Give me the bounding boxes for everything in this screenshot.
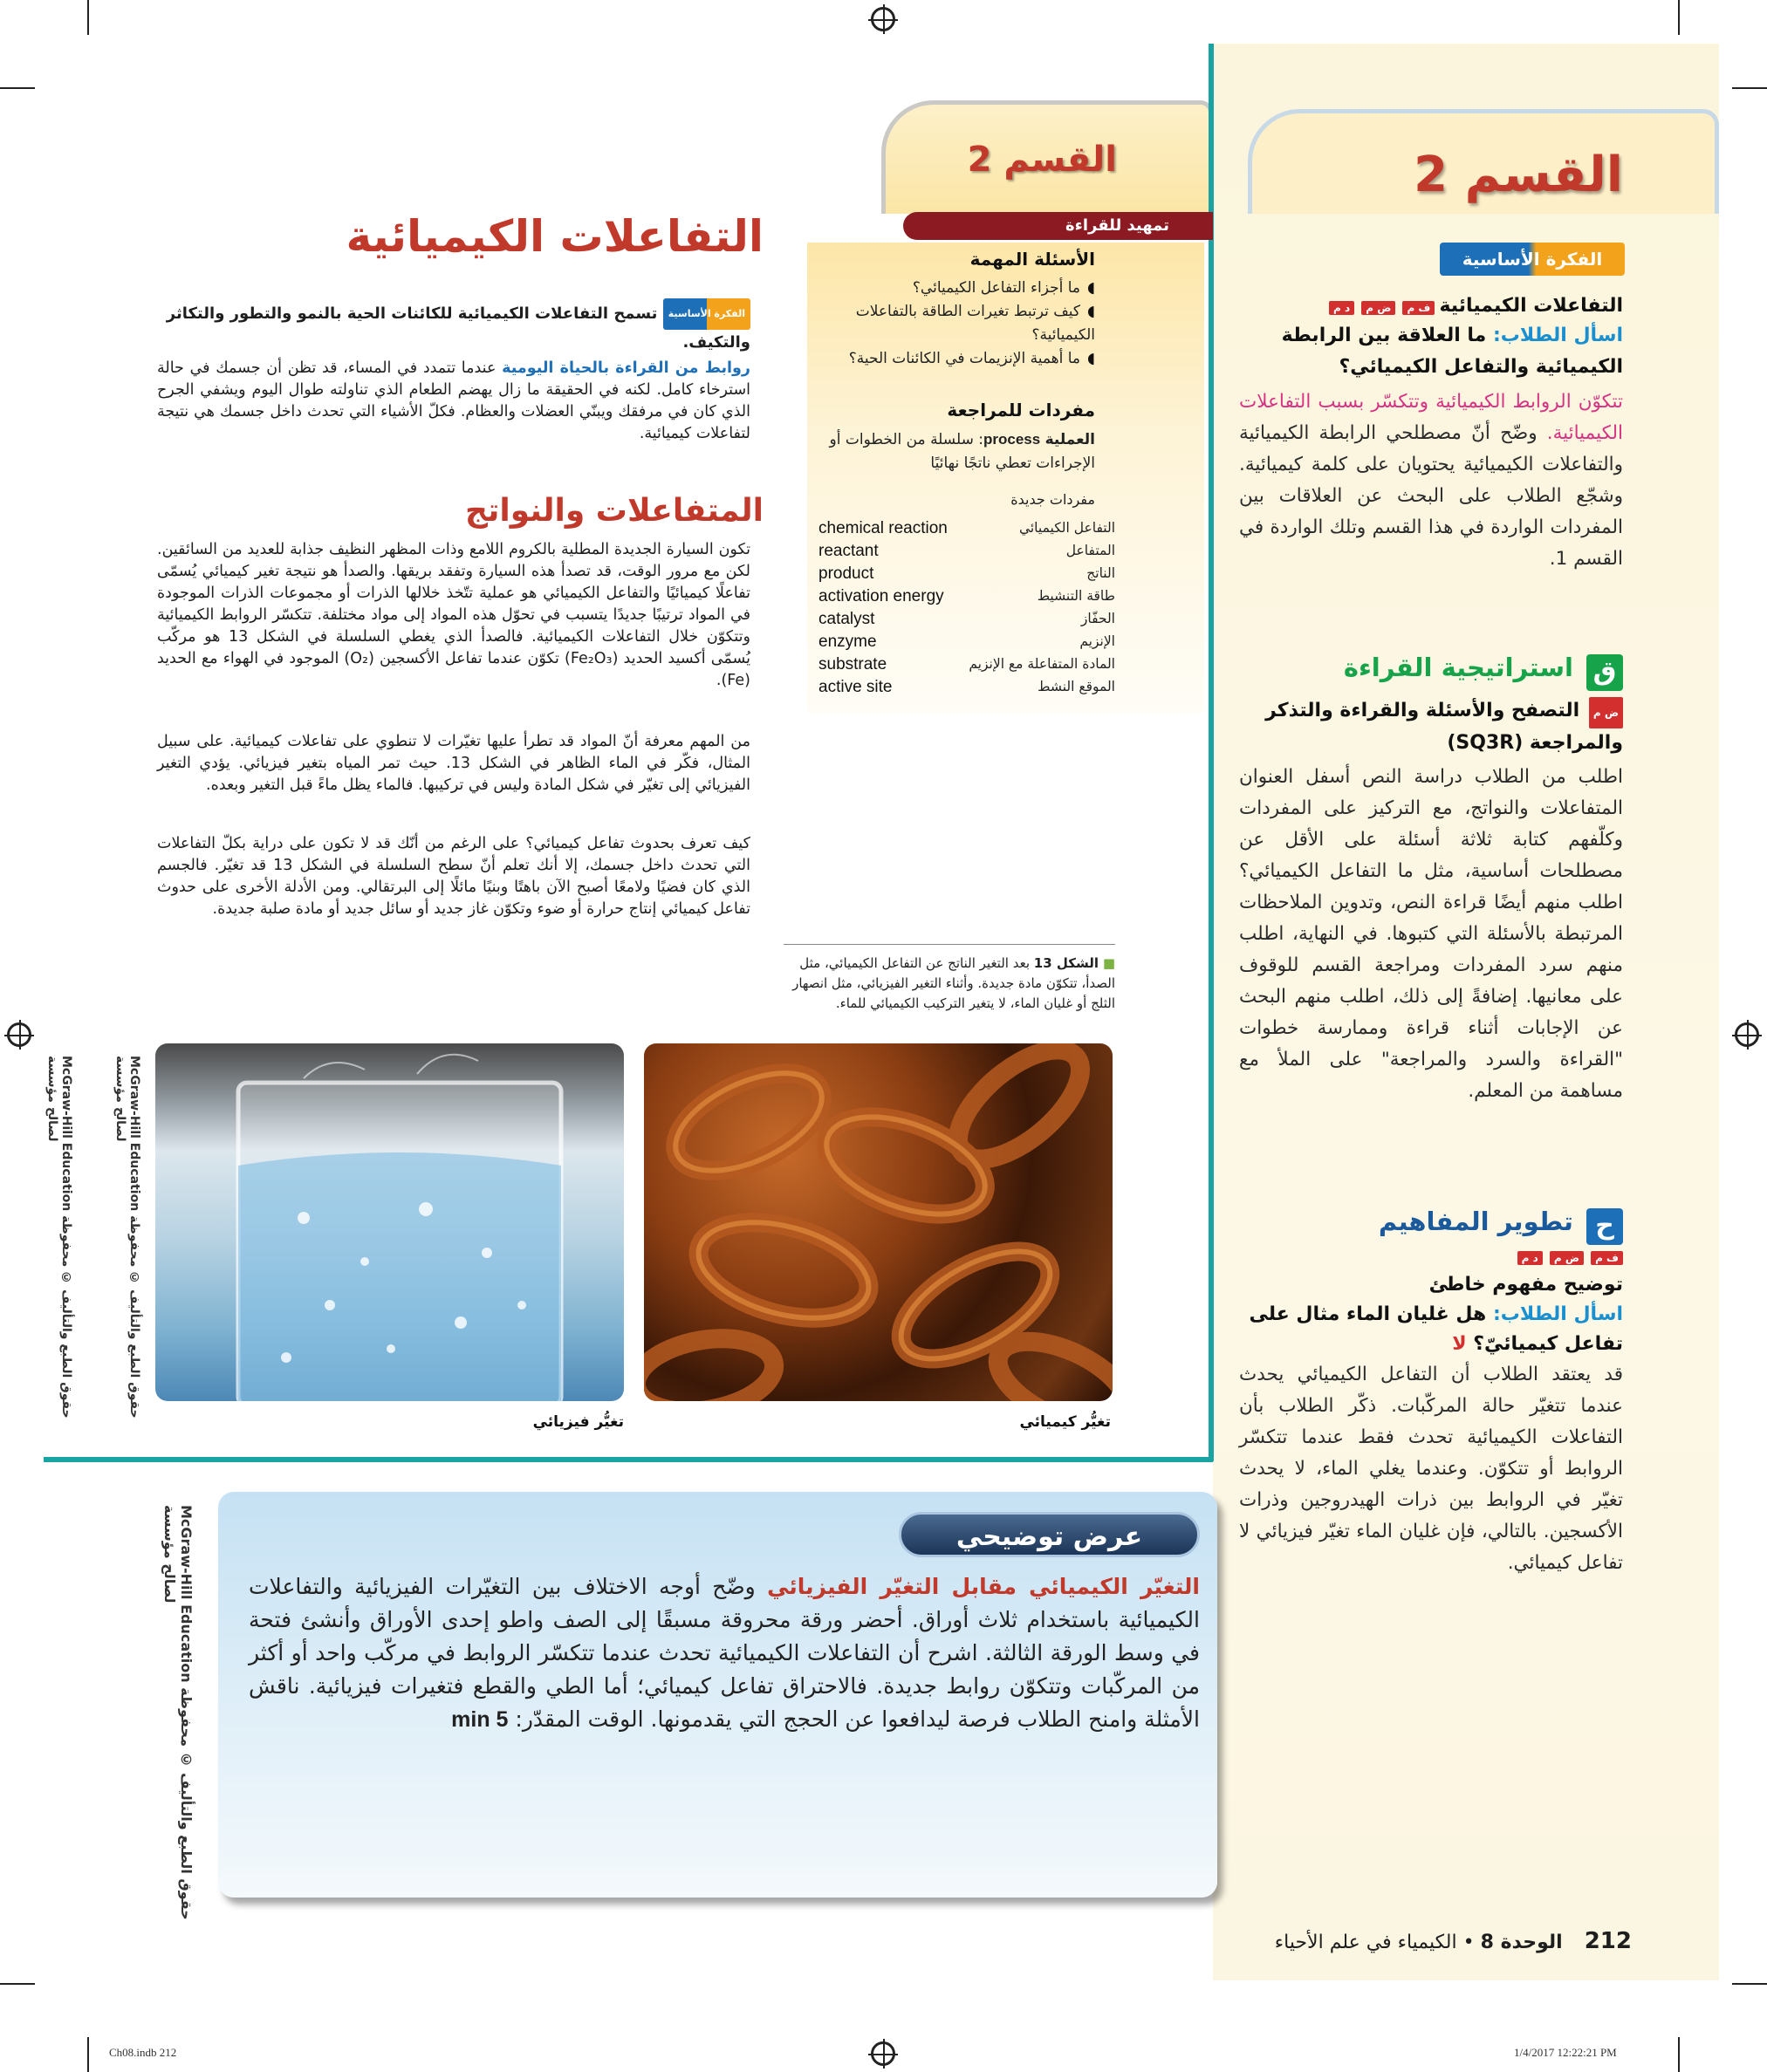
vocab-ar: الإنزيم <box>1079 633 1115 649</box>
vocab-ar: الحفّاز <box>1080 611 1115 626</box>
figure-caption-text: بعد التغير الناتج عن التفاعل الكيميائي، مثل الصدأ، تتكوّن مادة جديدة. وأثناء التغير الفيزيائي، مثل انصهار الثلج أو غليان الماء، لا يتغير التركيب الكيميائي للماء. <box>792 955 1115 1011</box>
vocab-en: reactant <box>818 542 879 560</box>
teacher-core-answer: وضّح أنّ مصطلحي الرابطة الكيميائية والتفاعلات الكيميائية يحتويان على كلمة كيميائية. وشجّع الطلاب على البحث عن العلاقات بين المفردات الواردة في هذا القسم وتلك الواردة في القسم 1. <box>1239 422 1623 570</box>
page-number: 212 <box>1584 1928 1632 1954</box>
vocab-en: product <box>818 564 874 583</box>
registration-mark <box>871 7 895 31</box>
vocab-ar: الناتج <box>1086 565 1115 581</box>
teacher-section-title: القسم 2 <box>1414 147 1623 203</box>
copyright-vertical: McGraw-Hill Education حقوق الطبع والتأليف © محفوظة لصالح مؤسسة <box>45 1056 73 1419</box>
review-term-ar: العملية <box>1044 431 1095 448</box>
demo-time: 5 min <box>451 1707 509 1732</box>
copyright-vertical: McGraw-Hill Education حقوق الطبع والتأليف © محفوظة لصالح مؤسسة <box>113 1056 141 1419</box>
review-vocabulary <box>807 400 1095 475</box>
boiling-water-beaker-photo <box>155 1043 624 1401</box>
print-timestamp: 1/4/2017 12:22:21 PM <box>1514 2046 1617 2059</box>
level-tag: ض م <box>1361 301 1395 315</box>
student-section-title: القسم 2 <box>967 140 1117 180</box>
demo-header: عرض توضيحي <box>899 1512 1200 1557</box>
teal-divider-vertical <box>1209 44 1214 1461</box>
demo-title: التغيّر الكيميائي مقابل التغيّر الفيزيائي <box>767 1574 1200 1599</box>
teacher-core-title: التفاعلات الكيميائية <box>1439 295 1623 317</box>
physical-change-caption: تغيُّر فيزيائي <box>532 1413 624 1431</box>
concept-development-block <box>1239 1207 1623 1579</box>
core-idea-text: تسمح التفاعلات الكيميائية للكائنات الحية بالنمو والتطور والتكاثر والتكيف. <box>166 304 750 352</box>
chemical-change-caption: تغيُّر كيميائي <box>1019 1413 1111 1431</box>
registration-mark <box>871 2041 895 2066</box>
body-paragraph-1: تكون السيارة الجديدة المطلية بالكروم اللامع وذات المظهر النظيف جذابة للعديد من السائقين. لكن مع مرور الوقت، قد تصدأ هذه السيارة وتفقد بريقها. والصدأ هو نتيجة تغير كيميائي يُسمّى تفاعلًا كيميائيًا والتفاعل الكيميائي هو عملية تتّخذ خلالها الذرات أو مجموعات الذرات الموجودة في المواد ترتيبًا جديدًا يتسبب في تحوّل هذه المواد إلى مواد مختلفة. تتكسّر الروابط الكيميائية وتتكوّن خلال التفاعلات الكيميائية. فالصدأ الذي يغطي السلسلة في الشكل 13 هو مركّب يُسمّى أكسيد الحديد (Fe₂O₃) تكوّن عندما تفاعل الأكسجين (O₂) الموجود في الهواء مع الحديد (Fe). <box>157 541 750 689</box>
preread-label: تمهيد للقراءة <box>903 212 1213 240</box>
beaker-illustration <box>155 1043 624 1401</box>
level-tag: ف م <box>1402 301 1435 315</box>
connection-label: روابط من القراءة بالحياة اليومية <box>502 359 750 377</box>
review-vocabulary-title: مفردات للمراجعة <box>947 400 1095 421</box>
body-paragraph-3: كيف تعرف بحدوث تفاعل كيميائي؟ على الرغم من أنّك قد لا تكون على دراية بكلّ التفاعلات التي تحدث داخل جسمك، إلا أنك تعلم أنّ سطح السلسلة في الشكل 13 قد تغيّر. فالجسم الذي كان فضيًا ولامعًا أصبح الآن باهتًا وبنيًا مائلًا إلى البرتقالي. ومن الأدلة الأخرى على حدوث تفاعل كيميائي إنتاج حرارة أو ضوء وتكوّن غاز جديد أو سائل جديد أو مادة صلبة جديدة. <box>157 835 750 918</box>
reactants-heading: المتفاعلات والنواتج <box>464 493 764 529</box>
vocab-en: substrate <box>818 655 887 674</box>
demo-body: وضّح أوجه الاختلاف بين التغيّرات الفيزيائية والتفاعلات الكيميائية باستخدام ثلاث أوراق. أحضر ورقة محروقة مسبقًا إلى الصف واطو إحدى الأوراق وأنشئ فتحة في وسط الورقة الثالثة. اشرح أن التفاعلات الكيميائية تحدث عندما تتكسّر الروابط في مركّب واحد أو أكثر من المركّبات وتتكوّن روابط جديدة. فالاحتراق تفاعل كيميائي؛ أما الطي والقطع فتغيرات فيزيائية. ناقش الأمثلة وامنح الطلاب فرصة ليدافعوا عن الحجج التي يقدمونها. الوقت المقدّر: <box>249 1574 1200 1732</box>
vocab-en: activation energy <box>818 587 944 605</box>
teacher-core-question: ما العلاقة بين الرابطة الكيميائية والتفاعل الكيميائي؟ <box>1281 325 1623 378</box>
review-definition: : سلسلة من الخطوات أو الإجراءات تعطي ناتجًا نهائيًا <box>829 431 1095 472</box>
essential-questions <box>807 249 1095 371</box>
concept-text: قد يعتقد الطلاب أن التفاعل الكيميائي يحدث عندما تتغيّر حالة المركّبات. ذكّر الطلاب بأن التفاعلات الكيميائية تحدث فقط عندما تتكسّر الروابط أو تتكوّن. وعندما يغلي الماء، لا يحدث تغيّر في الروابط بين ذرات الهيدروجين وذرات الأكسجين. بالتالي، فإن غليان الماء تغيّر فيزيائي لا تفاعل كيميائي. <box>1239 1363 1623 1574</box>
ask-prefix: اسأل الطلاب: <box>1492 325 1623 346</box>
reading-subtitle: التصفح والأسئلة والقراءة والتذكر والمراجعة (SQ3R) <box>1265 699 1623 754</box>
vocab-ar: الموقع النشط <box>1038 679 1115 694</box>
figure-caption <box>785 954 1115 1014</box>
reading-title: استراتيجية القراءة <box>1343 653 1573 682</box>
teacher-core-block <box>1239 295 1623 575</box>
lesson-title: التفاعلات الكيميائية <box>346 211 764 262</box>
unit-title: الكيمياء في علم الأحياء <box>1274 1932 1457 1953</box>
vocab-ar: المادة المتفاعلة مع الإنزيم <box>969 656 1115 672</box>
new-vocabulary-list <box>818 517 1115 699</box>
page-footer <box>1265 1928 1632 1954</box>
answer-highlight: تتكوّن الروابط الكيميائية وتتكسّر بسبب التفاعلات الكيميائية. <box>1239 391 1623 444</box>
bullet-icon: ◖ <box>1087 279 1095 297</box>
core-idea-statement <box>157 298 750 356</box>
level-tag: د م <box>1517 1251 1543 1265</box>
vocab-en: chemical reaction <box>818 519 948 537</box>
caption-square-icon: ■ <box>1102 955 1115 971</box>
unit-label: الوحدة 8 <box>1480 1932 1563 1953</box>
vocab-en: enzyme <box>818 633 877 651</box>
reading-text: اطلب من الطلاب دراسة النص أسفل العنوان المتفاعلات والنواتج، مع التركيز على المفردات وكلّفهم كتابة ثلاثة أسئلة على الأقل عن مصطلحات أساسية، مثل ما التفاعل الكيميائي؟ اطلب منهم أيضًا قراءة النص، وتدوين الملاحظات المرتبطة بالأسئلة التي كتبوها. في النهاية، اطلب منهم سرد المفردات ومراجعة القسم للوقوف على معانيها. إضافةً إلى ذلك، اطلب منهم البحث عن الإجابات أثناء قراءة وممارسة خطوات "القراءة والسرد والمراجعة" على الملأ مع مساهمة من المعلم. <box>1239 765 1623 1102</box>
bullet-icon: ◖ <box>1087 350 1095 367</box>
teal-divider-horizontal <box>44 1457 1213 1462</box>
reading-badge: ق <box>1586 654 1623 691</box>
registration-mark <box>1735 1022 1759 1047</box>
connection-text: عندما تتمدد في المساء، قد تظن أن جسمك في حالة استرخاء كامل. لكنه في الحقيقة ما زال يهضم الطعام الذي تناولته طوال اليوم ويشفي الجرح الذي كان في مرفقك ويبنّي العضلات والعظام. فكلّ الأشياء التي تحدث داخل جسمك هي نتيجة لتفاعلات كيميائية. <box>157 359 750 442</box>
essential-question: ما أجزاء التفاعل الكيميائي؟ <box>912 279 1081 297</box>
concept-badge: ح <box>1586 1208 1623 1245</box>
figure-label: الشكل 13 <box>1033 955 1099 971</box>
file-info: Ch08.indb 212 <box>109 2046 177 2059</box>
concept-title: تطوير المفاهيم <box>1378 1207 1573 1236</box>
new-vocabulary-title: مفردات جديدة <box>1010 491 1095 508</box>
bullet-dot-icon: • <box>1462 1932 1475 1953</box>
concept-answer-no: لا <box>1452 1332 1467 1355</box>
rusty-chain-photo <box>644 1043 1113 1401</box>
vocab-en: active site <box>818 678 893 696</box>
demo-text <box>249 1570 1200 1736</box>
registration-mark <box>7 1022 31 1047</box>
bullet-icon: ◖ <box>1087 303 1095 320</box>
level-tag: ض م <box>1589 697 1623 728</box>
level-tag: ض م <box>1550 1251 1584 1265</box>
vocab-ar: المتفاعل <box>1065 543 1115 558</box>
core-idea-badge-small: الفكرة الأساسية <box>663 298 750 330</box>
level-tag: ف م <box>1591 1251 1623 1265</box>
body-paragraph-2: من المهم معرفة أنّ المواد قد تطرأ عليها تغيّرات لا تنطوي على تفاعلات كيميائية. على سبيل المثال، فكّر في الماء الظاهر في الشكل 13. حيث تمر المياه بتغير فيزيائي. يؤدي التغير الفيزيائي إلى تغيّر في شكل المادة وليس في تركيبها. فالماء يظل ماءً قبل التغير وبعده. <box>157 733 750 794</box>
caption-rule <box>784 944 1115 945</box>
vocab-ar: التفاعل الكيميائي <box>1018 520 1115 536</box>
reading-strategy-block <box>1239 653 1623 1107</box>
chain-links-illustration <box>644 1043 1113 1401</box>
concept-subtitle: توضيح مفهوم خاطئ <box>1428 1273 1623 1296</box>
ask-prefix: اسأل الطلاب: <box>1492 1303 1623 1325</box>
vocab-ar: طاقة التنشيط <box>1037 588 1115 604</box>
essential-questions-title: الأسئلة المهمة <box>969 249 1095 270</box>
connection-paragraph <box>157 358 750 445</box>
core-idea-badge: الفكرة الأساسية <box>1440 243 1625 276</box>
essential-question: كيف ترتبط تغيرات الطاقة بالتفاعلات الكيميائية؟ <box>855 303 1095 344</box>
review-term-en: process <box>983 431 1041 448</box>
level-tag: د م <box>1329 301 1354 315</box>
essential-question: ما أهمية الإنزيمات في الكائنات الحية؟ <box>848 350 1081 367</box>
concept-question: هل غليان الماء مثال على تفاعل كيميائيّ؟ <box>1249 1303 1623 1355</box>
vocab-en: catalyst <box>818 610 875 628</box>
copyright-vertical: McGraw-Hill Education حقوق الطبع والتأليف © محفوظة لصالح مؤسسة <box>161 1505 195 1920</box>
